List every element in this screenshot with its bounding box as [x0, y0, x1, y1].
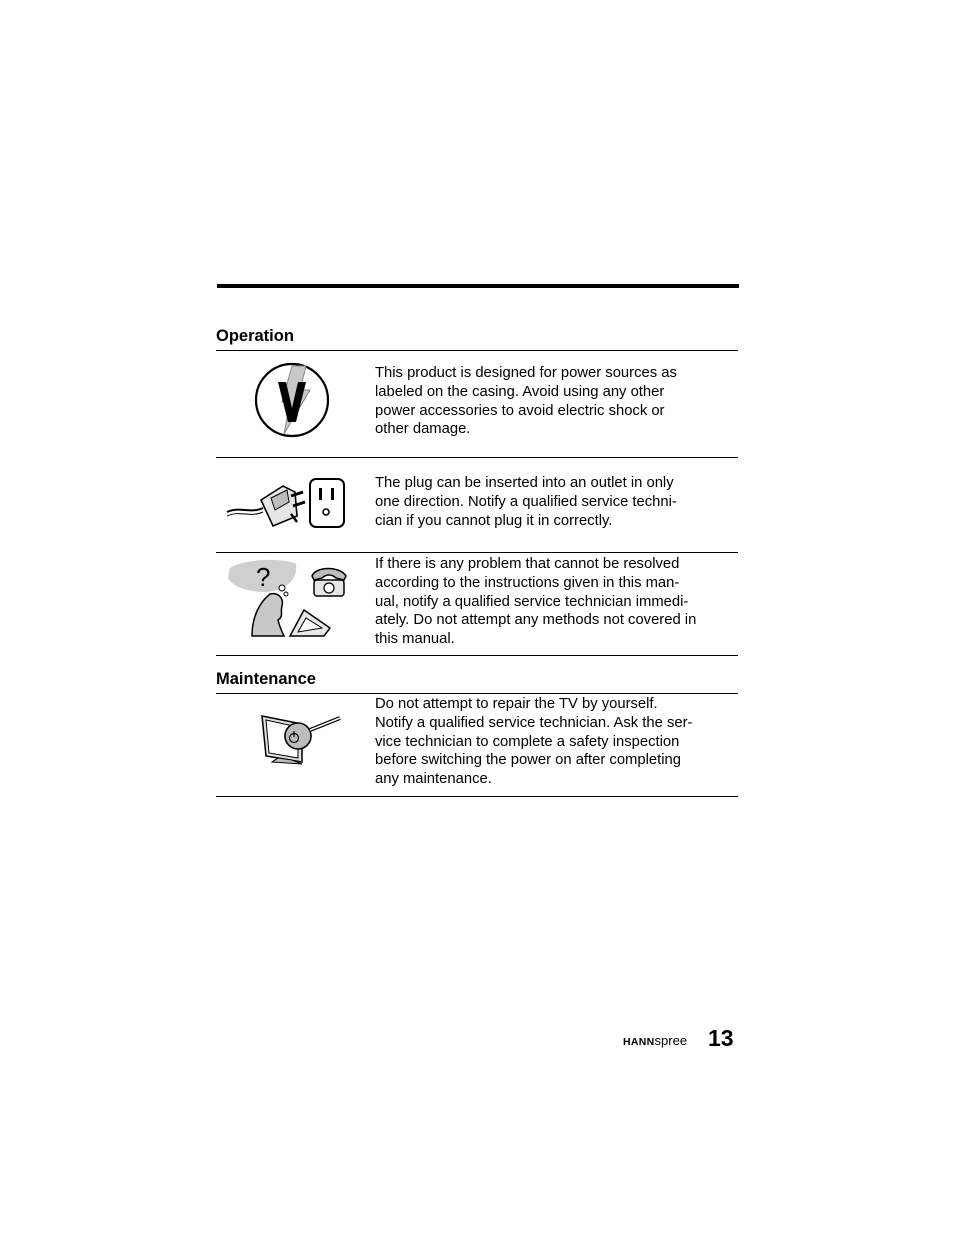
tv-repair-icon: [258, 710, 348, 766]
page-number: 13: [708, 1025, 734, 1051]
item-text-problem-contact: If there is any problem that cannot be resolved according to the instructions given in this man- ual, notify a qualified service technician immedi- ately. Do not attempt any methods not covered in this manual.: [375, 556, 697, 648]
divider: [216, 796, 738, 797]
top-rule: [217, 284, 739, 288]
section-heading-operation: Operation: [216, 327, 294, 345]
voltage-warning-icon: [250, 360, 334, 440]
plug-outlet-icon: [225, 472, 350, 534]
divider: [216, 350, 738, 351]
item-text-plug-direction: The plug can be inserted into an outlet in only one direction. Notify a qualified service techni- cian if you cannot plug it in correctly.: [375, 475, 677, 529]
divider: [216, 552, 738, 553]
divider: [216, 693, 738, 694]
item-text-power-source: This product is designed for power sources as labeled on the casing. Avoid using any other power accessories to avoid electric shock or other damage.: [375, 365, 677, 438]
divider: [216, 457, 738, 458]
question-telephone-icon: [226, 558, 354, 640]
brand-logo: HANNspree: [623, 1033, 688, 1048]
divider: [216, 655, 738, 656]
svg-text:?: ?: [256, 562, 271, 592]
item-text-no-self-repair: Do not attempt to repair the TV by yourself. Notify a qualified service technician. Ask the ser- vice technician to complete a safety inspection before switching the power on after completing any maintenance.: [375, 696, 693, 788]
section-heading-maintenance: Maintenance: [216, 670, 316, 688]
